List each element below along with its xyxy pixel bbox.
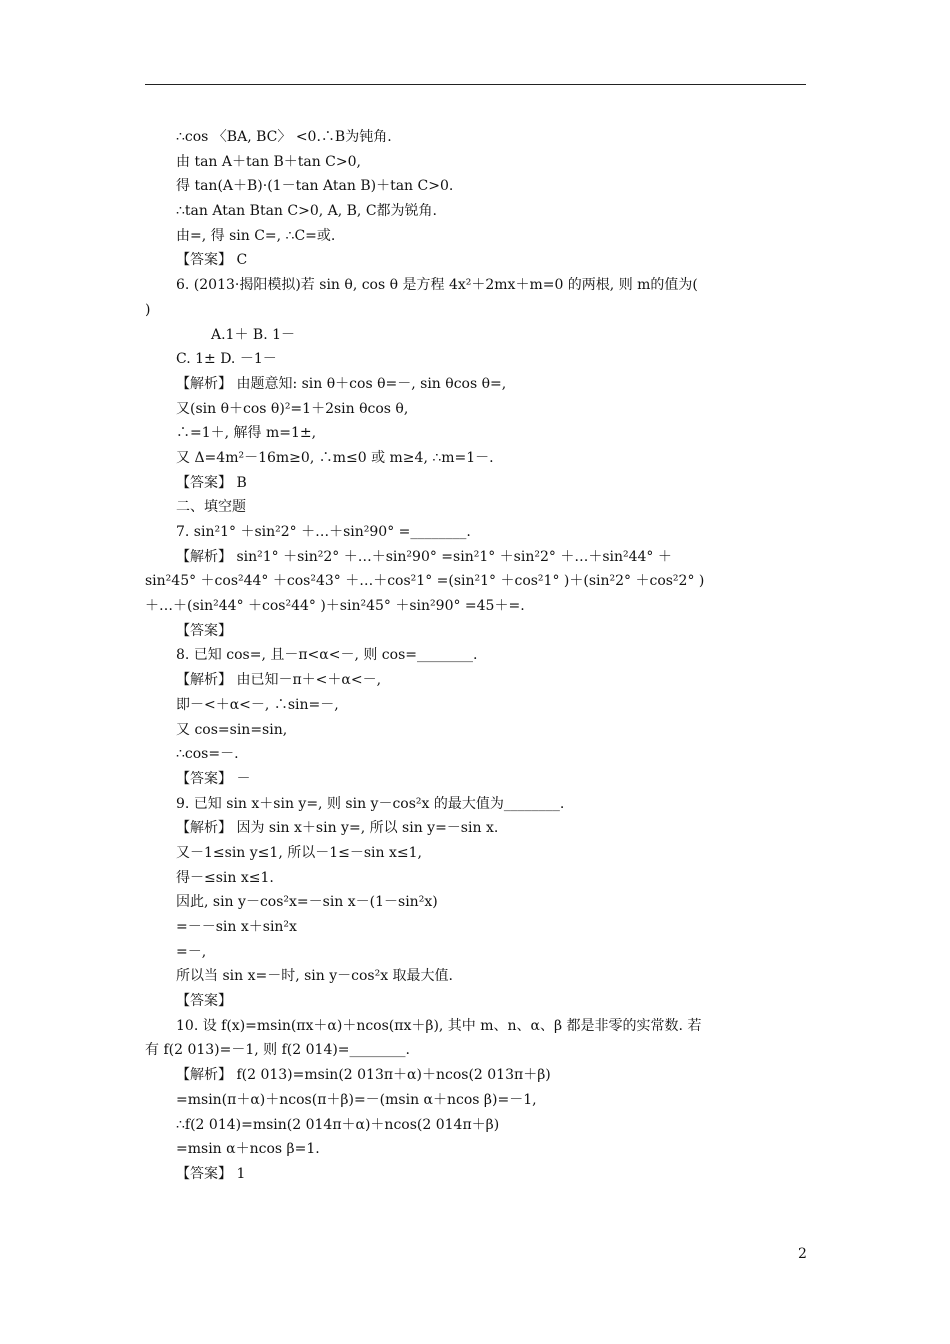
option-line: A.1＋ B. 1－ <box>211 326 296 343</box>
analysis-line: 【解析】 由已知－π＋<＋α<－, <box>176 672 382 689</box>
option-line: C. 1± D. －1－ <box>176 351 277 368</box>
answer-line: 【答案】 B <box>176 474 247 491</box>
section-heading: 二、填空题 <box>176 499 246 516</box>
answer-line: 【答案】 <box>176 993 232 1010</box>
answer-line: 【答案】 C <box>176 252 248 269</box>
text-line: =－－sin x＋sin²x <box>176 919 297 935</box>
text-line: 得 tan(A＋B)·(1－tan Atan B)＋tan C>0. <box>176 178 454 195</box>
answer-line: 【答案】 <box>176 622 232 639</box>
question-line: 8. 已知 cos=, 且－π<α<－, 则 cos=________. <box>176 647 478 664</box>
question-line: 7. sin²1° ＋sin²2° ＋…＋sin²90° =________. <box>176 524 471 540</box>
text-line: =msin α＋ncos β=1. <box>176 1141 320 1158</box>
analysis-line: 【解析】 因为 sin x＋sin y=, 所以 sin y=－sin x. <box>176 820 499 837</box>
question-line: 9. 已知 sin x＋sin y=, 则 sin y－cos²x 的最大值为________. <box>176 795 565 812</box>
text-line: 得－≤sin x≤1. <box>176 869 274 886</box>
text-line: 又(sin θ＋cos θ)²=1＋2sin θcos θ, <box>176 400 409 417</box>
text-line: ∴cos=－. <box>176 746 239 763</box>
text-line: ∴f(2 014)=msin(2 014π＋α)＋ncos(2 014π＋β) <box>176 1116 500 1133</box>
analysis-line: 【解析】 sin²1° ＋sin²2° ＋…＋sin²90° =sin²1° ＋sin²2° ＋…＋sin²44° ＋ <box>176 548 672 565</box>
text-line: 所以当 sin x=－时, sin y－cos²x 取最大值. <box>176 968 454 985</box>
text-line: ) <box>145 301 151 318</box>
text-line: sin²45° ＋cos²44° ＋cos²43° ＋…＋cos²1° =(sin²1° ＋cos²1° )＋(sin²2° ＋cos²2° ) <box>145 573 705 590</box>
question-line: 10. 设 f(x)=msin(πx＋α)＋ncos(πx＋β), 其中 m、n、α、β 都是非零的实常数. 若 <box>176 1017 702 1034</box>
text-line: 又－1≤sin y≤1, 所以－1≤－sin x≤1, <box>176 844 422 861</box>
document-body <box>145 125 810 1187</box>
text-line: 由 tan A＋tan B＋tan C>0, <box>176 153 361 170</box>
text-line: ∴=1＋, 解得 m=1±, <box>176 425 317 442</box>
question-line: 6. (2013·揭阳模拟)若 sin θ, cos θ 是方程 4x²＋2mx＋m=0 的两根, 则 m的值为( <box>176 277 698 294</box>
analysis-line: 【解析】 由题意知: sin θ＋cos θ=－, sin θcos θ=, <box>176 375 507 392</box>
text-line: ＋…＋(sin²44° ＋cos²44° )＋sin²45° ＋sin²90° =45＋=. <box>145 598 525 615</box>
text-line: 又 Δ=4m²－16m≥0, ∴m≤0 或 m≥4, ∴m=1－. <box>176 449 494 466</box>
text-line: 因此, sin y－cos²x=－sin x－(1－sin²x) <box>176 894 438 911</box>
header-rule <box>145 84 806 85</box>
text-line: 即－<＋α<－, ∴sin=－, <box>176 696 339 713</box>
text-line: 有 f(2 013)=－1, 则 f(2 014)=________. <box>145 1042 410 1059</box>
text-line: =msin(π＋α)＋ncos(π＋β)=－(msin α＋ncos β)=－1, <box>176 1091 537 1108</box>
text-line: 又 cos=sin=sin, <box>176 721 288 738</box>
text-line: 由=, 得 sin C=, ∴C=或. <box>176 227 336 244</box>
analysis-line: 【解析】 f(2 013)=msin(2 013π＋α)＋ncos(2 013π＋β) <box>176 1067 551 1084</box>
answer-line: 【答案】 1 <box>176 1165 246 1182</box>
page-number: 2 <box>798 1246 807 1262</box>
answer-line: 【答案】 － <box>176 770 251 787</box>
text-line: ∴tan Atan Btan C>0, A, B, C都为锐角. <box>176 203 437 220</box>
text-line: ∴cos 〈BA, BC〉 <0.∴B为钝角. <box>176 129 392 145</box>
text-line: =－, <box>176 943 207 960</box>
